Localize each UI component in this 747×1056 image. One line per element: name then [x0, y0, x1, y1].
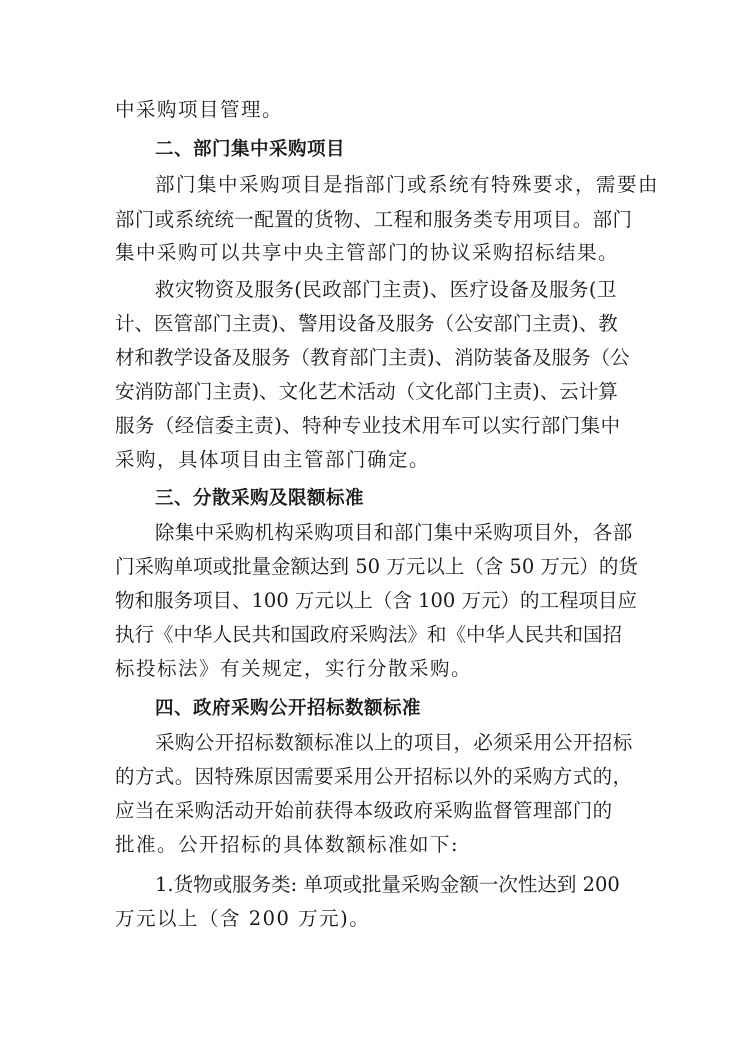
- paragraph-continuation-line: 中采购项目管理。: [115, 98, 284, 121]
- paragraph-line: 采购，具体项目由主管部门确定。: [115, 448, 431, 471]
- paragraph-line: 标投标法》有关规定，实行分散采购。: [115, 657, 473, 680]
- paragraph-line: 门采购单项或批量金额达到 50 万元以上（含 50 万元）的货: [115, 555, 638, 578]
- paragraph-line: 部门或系统统一配置的货物、工程和服务类专用项目。部门: [115, 208, 633, 231]
- paragraph-line: 部门集中采购项目是指部门或系统有特殊要求，需要由: [155, 173, 660, 196]
- list-item-line: 1.货物或服务类: 单项或批量采购金额一次性达到 200: [155, 873, 620, 896]
- list-item-line: 万元以上（含 200 万元)。: [115, 907, 371, 930]
- paragraph-line: 执行《中华人民共和国政府采购法》和《中华人民共和国招: [115, 623, 623, 646]
- paragraph-line: 的方式。因特殊原因需要采用公开招标以外的采购方式的，: [115, 765, 633, 788]
- paragraph-line: 救灾物资及服务(民政部门主责)、医疗设备及服务(卫: [155, 278, 617, 301]
- paragraph-line: 材和教学设备及服务（教育部门主责)、消防装备及服务（公: [115, 346, 630, 369]
- paragraph-line: 应当在采购活动开始前获得本级政府采购监督管理部门的: [115, 799, 613, 822]
- paragraph-line: 采购公开招标数额标准以上的项目，必须采用公开招标: [155, 731, 633, 754]
- paragraph-line: 服务（经信委主责)、特种专业技术用车可以实行部门集中: [115, 414, 621, 437]
- paragraph-line: 计、医管部门主责)、警用设备及服务（公安部门主责)、教: [115, 312, 618, 335]
- paragraph-line: 物和服务项目、100 万元以上（含 100 万元）的工程项目应: [115, 589, 638, 612]
- paragraph-line: 集中采购可以共享中央主管部门的协议采购招标结果。: [115, 241, 620, 264]
- section-heading-2: 二、部门集中采购项目: [155, 139, 346, 160]
- section-heading-3: 三、分散采购及限额标准: [155, 488, 365, 509]
- paragraph-line: 除集中采购机构采购项目和部门集中采购项目外，各部: [155, 521, 633, 544]
- section-heading-4: 四、政府采购公开招标数额标准: [155, 698, 422, 719]
- paragraph-line: 安消防部门主责)、文化艺术活动（文化部门主责)、云计算: [115, 380, 618, 403]
- paragraph-line: 批准。公开招标的具体数额标准如下:: [115, 833, 460, 856]
